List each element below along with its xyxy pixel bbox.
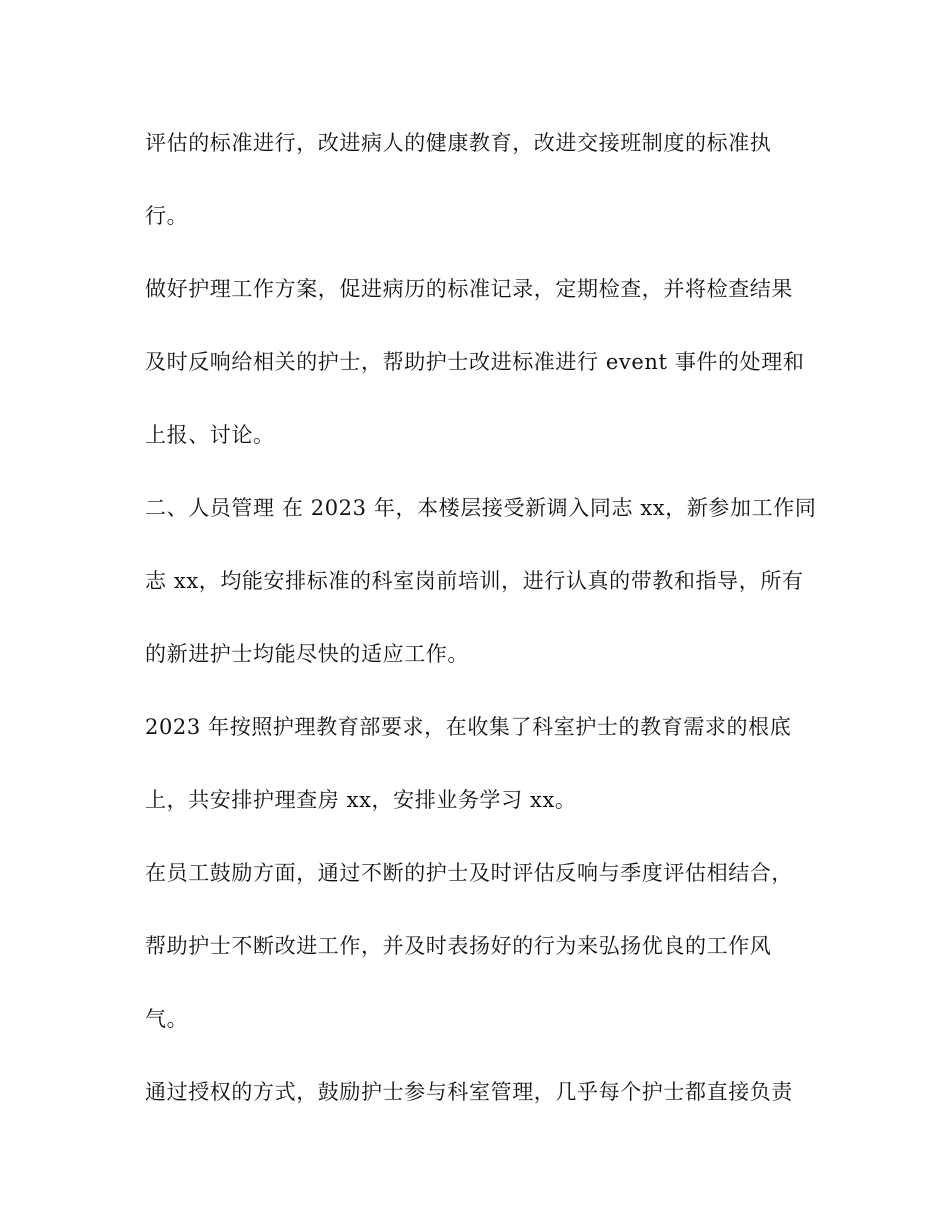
- text-line-11: 在员工鼓励方面，通过不断的护士及时评估反响与季度评估相结合，: [145, 861, 793, 885]
- text-line-5: 上报、讨论。: [145, 423, 275, 447]
- text-line-13: 气。: [145, 1007, 189, 1031]
- text-line-4: 及时反响给相关的护士，帮助护士改进标准进行 event 事件的处理和: [145, 350, 805, 374]
- text-line-2: 行。: [145, 204, 189, 228]
- text-line-12: 帮助护士不断改进工作，并及时表扬好的行为来弘扬优良的工作风: [145, 934, 772, 958]
- text-line-8: 的新进护士均能尽快的适应工作。: [145, 642, 469, 666]
- text-line-7: 志 xx，均能安排标准的科室岗前培训，进行认真的带教和指导，所有: [145, 569, 804, 593]
- text-line-1: 评估的标准进行，改进病人的健康教育，改进交接班制度的标准执: [145, 131, 772, 155]
- text-line-3: 做好护理工作方案，促进病历的标准记录，定期检查，并将检查结果: [145, 277, 793, 301]
- text-line-6: 二、人员管理 在 2023 年，本楼层接受新调入同志 xx，新参加工作同: [145, 496, 817, 520]
- text-line-14: 通过授权的方式，鼓励护士参与科室管理，几乎每个护士都直接负责: [145, 1080, 793, 1104]
- text-line-9: 2023 年按照护理教育部要求，在收集了科室护士的教育需求的根底: [145, 715, 792, 739]
- text-line-10: 上，共安排护理查房 xx，安排业务学习 xx。: [145, 788, 577, 812]
